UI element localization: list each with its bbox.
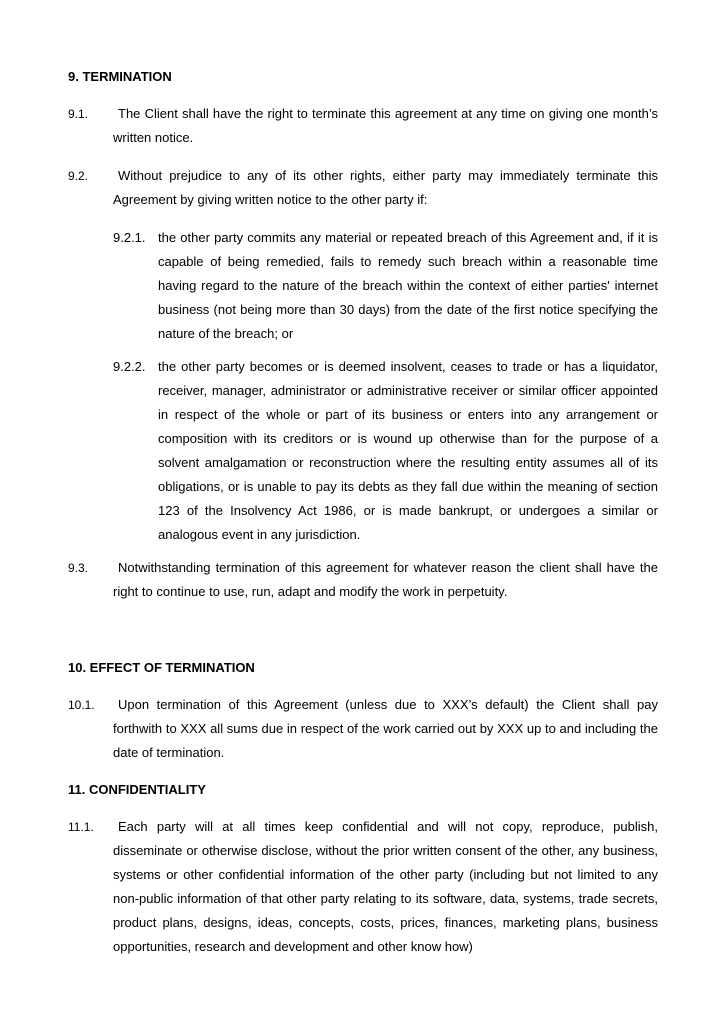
subclause-number: 9.2.1. bbox=[113, 230, 146, 245]
section-heading-confidentiality: 11. CONFIDENTIALITY bbox=[68, 782, 206, 797]
clause-number: 9.3. bbox=[68, 561, 89, 575]
subclause-text: the other party commits any material or repeated breach of this Agreement and, if it is capable of being remedied, fails to remedy such breach within a reasonable time having regard to the nature of the breach within the context of either parties' internet business (not being more than 30 days) from the date of the first notice specifying the nature of the breach; or bbox=[158, 230, 658, 341]
section-heading-effect-of-termination: 10. EFFECT OF TERMINATION bbox=[68, 660, 255, 675]
clause-9-3 bbox=[68, 556, 658, 604]
clause-text: Without prejudice to any of its other rights, either party may immediately terminate this Agreement by giving written notice to the other party if: bbox=[113, 168, 658, 207]
subclause-number: 9.2.2. bbox=[113, 359, 146, 374]
clause-number: 9.2. bbox=[68, 169, 89, 183]
clause-10-1 bbox=[68, 693, 658, 765]
section-heading-termination: 9. TERMINATION bbox=[68, 69, 172, 84]
clause-9-2 bbox=[68, 164, 658, 212]
clause-9-1 bbox=[68, 102, 658, 150]
clause-number: 11.1. bbox=[68, 820, 94, 834]
subclause-9-2-2 bbox=[113, 355, 658, 547]
subclause-text: the other party becomes or is deemed insolvent, ceases to trade or has a liquidator, receiver, manager, administrator or administrative receiver or similar officer appointed in respect of the whole or part of its business or enters into any arrangement or composition with its creditors or is wound up otherwise than for the purpose of a solvent amalgamation or reconstruction where the resulting entity assumes all of its obligations, or is unable to pay its debts as they fall due within the meaning of section 123 of the Insolvency Act 1986, or is made bankrupt, or undergoes a similar or analogous event in any jurisdiction. bbox=[158, 359, 658, 542]
subclause-9-2-1 bbox=[113, 226, 658, 346]
clause-text: Upon termination of this Agreement (unless due to XXX’s default) the Client shall pay forthwith to XXX all sums due in respect of the work carried out by XXX up to and including the date of termination. bbox=[113, 697, 658, 760]
clause-text: Each party will at all times keep confidential and will not copy, reproduce, publish, disseminate or otherwise disclose, without the prior written consent of the other, any business, systems or other confidential information of the other party (including but not limited to any non-public information of that other party relating to its software, data, systems, trade secrets, product plans, designs, ideas, concepts, costs, prices, finances, marketing plans, business opportunities, research and development and other know how) bbox=[113, 819, 658, 954]
clause-number: 9.1. bbox=[68, 107, 89, 121]
clause-text: Notwithstanding termination of this agreement for whatever reason the client shall have the right to continue to use, run, adapt and modify the work in perpetuity. bbox=[113, 560, 658, 599]
clause-11-1 bbox=[68, 815, 658, 959]
clause-text: The Client shall have the right to terminate this agreement at any time on giving one month’s written notice. bbox=[113, 106, 658, 145]
clause-number: 10.1. bbox=[68, 698, 95, 712]
